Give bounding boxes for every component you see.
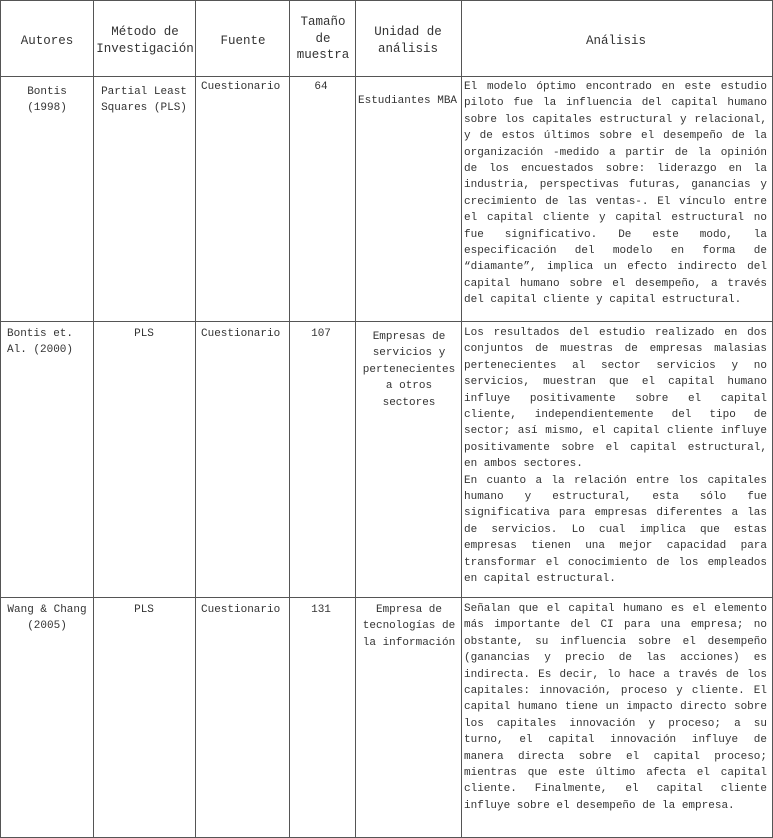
row1-autores: Bontis (1998) [27, 86, 67, 115]
row2-analisis-paragraph-2: En cuanto a la relación entre los capitales humano y estructural, esta sólo fue significativa para empresas diferentes a las de servicios. Lo cual implica que estas empresas tienen una mejor capacidad para transformar el conocimiento de los empleados en capital estructural. [464, 474, 767, 586]
row2-tamano: 107 [311, 328, 331, 340]
row3-autores: Wang & Chang (2005) [7, 604, 87, 633]
row3-analisis-paragraph: Señalan que el capital humano es el elemento más importante del CI para una empresa; no obstante, su influencia sobre el desempeño (ganancias y precio de las acciones) es indirecta. Es decir, lo hace a través de los capitales: innovación, proceso y cliente. El capital humano tiene un impacto directo sobre los capitales innovación y proceso; a su turno, el capital innovación influye de manera directa sobre el capital proceso; mientras que este último afecta el capital cliente. Finalmente, el capital cliente influye sobre el desempeño de la empresa. [464, 603, 767, 812]
row-divider [1, 597, 772, 598]
row3-analisis [464, 601, 767, 814]
header-analisis: Análisis [585, 34, 646, 48]
row3-tamano: 131 [311, 604, 331, 616]
row3-unidad: Empresa de tecnologías de la información [362, 604, 456, 649]
column-divider [195, 1, 196, 837]
row-divider [1, 321, 772, 322]
row3-metodo: PLS [134, 604, 154, 616]
column-divider [461, 1, 462, 837]
row1-analisis-paragraph: El modelo óptimo encontrado en este estudio piloto fue la influencia del capital humano sobre los capitales estructural y relacional, y de estos últimos sobre el desempeño de la organización -medido a partir de la opinión de los encuestados sobre: liderazgo en la industria, perspectivas futuras, ganancias y crecimiento de las ventas-. El vínculo entre el capital cliente y capital estructural no fue significativo. De este modo, la especificación del modelo en forma de “diamante”, implica un efecto indirecto del capital humano sobre el desempeño, a través del capital cliente y capital estructural. [464, 81, 767, 307]
column-divider [355, 1, 356, 837]
row1-fuente: Cuestionario [201, 81, 281, 93]
header-autores: Autores [20, 34, 74, 48]
header-tamano: Tamaño de muestra [296, 15, 350, 62]
row2-analisis [464, 325, 767, 588]
header-unidad: Unidad de análisis [374, 25, 442, 56]
row1-metodo: Partial Least Squares (PLS) [101, 86, 187, 115]
column-divider [93, 1, 94, 837]
row2-fuente: Cuestionario [201, 328, 281, 340]
column-divider [289, 1, 290, 837]
row3-fuente: Cuestionario [201, 604, 281, 616]
row2-analisis-paragraph-1: Los resultados del estudio realizado en dos conjuntos de muestras de empresas malasias pertenecientes al sector servicios y no servicios, muestran que el capital humano influye positivamente sobre el capital cliente, independientemente del tipo de sector; así mismo, el capital cliente influye positivamente sobre el capital estructural, en ambos sectores. [464, 327, 767, 471]
row2-unidad: Empresas de servicios y pertenecientes a otros sectores [362, 331, 456, 409]
row1-analisis [464, 79, 767, 309]
header-fuente: Fuente [220, 34, 266, 48]
row-divider [1, 76, 772, 77]
row2-autores: Bontis et. Al. (2000) [7, 328, 74, 357]
row1-tamano: 64 [314, 81, 328, 93]
row1-unidad: Estudiantes MBA [358, 95, 458, 107]
row2-metodo: PLS [134, 328, 154, 340]
header-metodo: Método de Investigación [96, 25, 194, 56]
